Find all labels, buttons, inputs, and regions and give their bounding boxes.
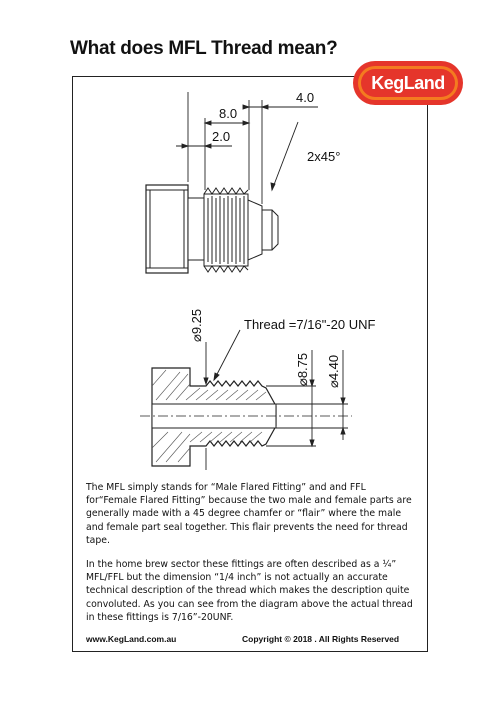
dia-bore-label: ⌀4.40 bbox=[326, 354, 341, 388]
thread-spec-label: Thread =7/16"-20 UNF bbox=[244, 317, 376, 332]
description-paragraph-2: In the home brew sector these fittings are often described as a ¼” MFL/FFL but the dimension “1/4 inch” is not actually an accurate technical description of the thread which makes the description quite convoluted. As you can see from the diagram above the actual thread in these fittings is 7/16”-20UNF. bbox=[86, 559, 413, 623]
description-paragraph-1: The MFL simply stands for “Male Flared Fitting” and and FFL for“Female Flared Fitting” because the two male and female parts are generally made with a 45 degree chamfer or “flair” where the male and female part seal together. This flair prevents the need for thread tape. bbox=[86, 482, 412, 546]
fitting-side-view bbox=[146, 185, 278, 273]
page-title: What does MFL Thread mean? bbox=[70, 38, 338, 59]
footer-copyright: Copyright © 2018 . All Rights Reserved bbox=[242, 634, 400, 644]
chamfer-label: 2x45° bbox=[307, 149, 341, 164]
dim-flare-label: 4.0 bbox=[296, 90, 315, 105]
logo-text: KegLand bbox=[371, 72, 445, 93]
footer-website-link[interactable]: www.KegLand.com.au bbox=[86, 634, 177, 644]
dia-middle-label: ⌀8.75 bbox=[295, 352, 310, 386]
dim-overall-label: 8.0 bbox=[219, 106, 238, 121]
dim-head-label: 2.0 bbox=[212, 129, 231, 144]
fitting-section-view bbox=[140, 368, 352, 466]
top-dimensions bbox=[176, 92, 318, 204]
dia-outer-label: ⌀9.25 bbox=[189, 308, 204, 342]
